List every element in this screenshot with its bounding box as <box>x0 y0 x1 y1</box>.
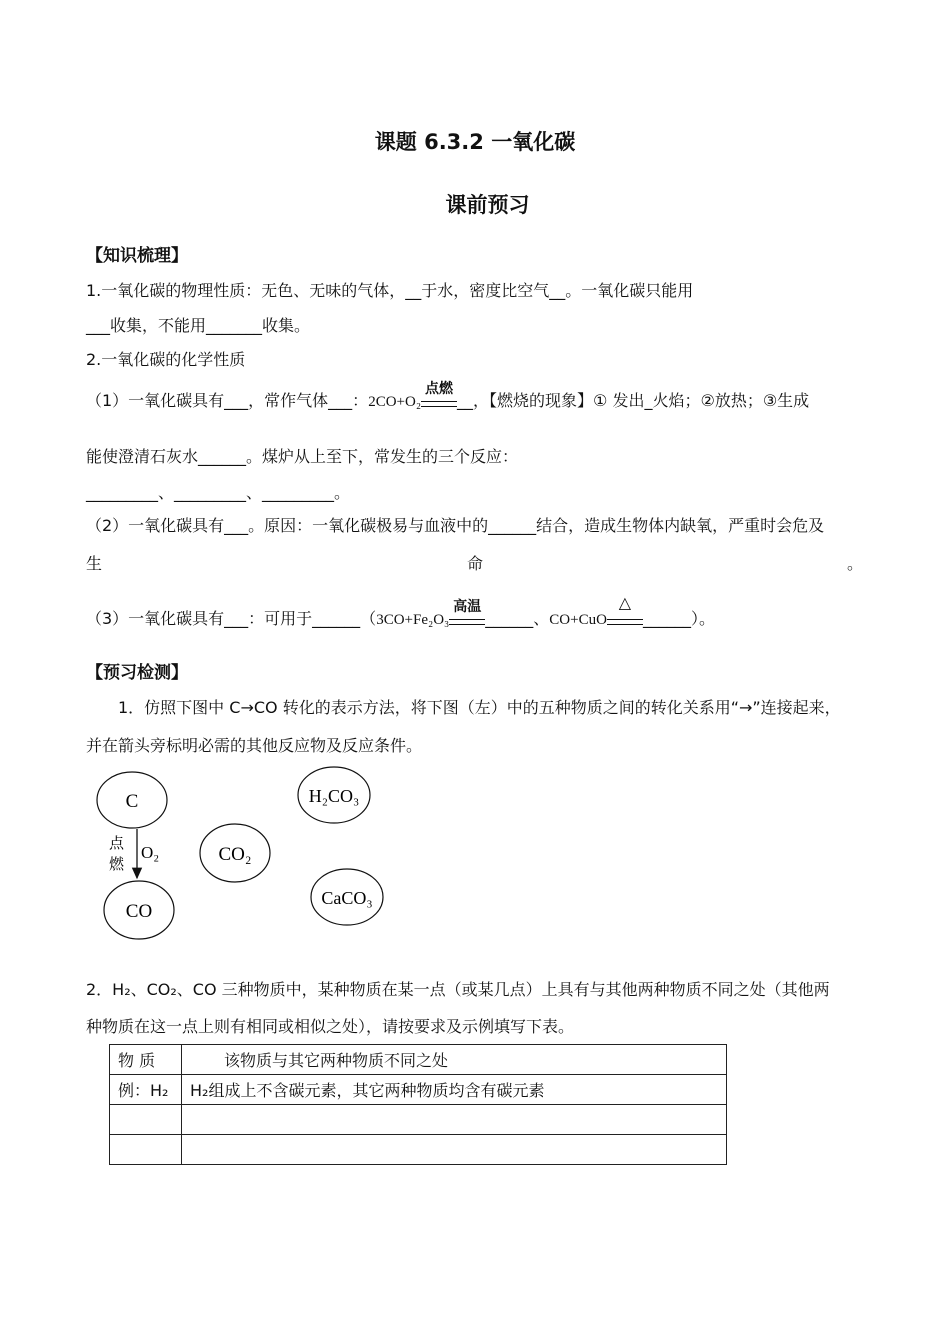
node-caco3-label: CaCO₃ <box>321 888 373 908</box>
arrow-reagent-o2: O₂ <box>141 843 160 862</box>
equation-fe2o3-reduction: 3CO+Fe₂O₃ <box>376 612 450 628</box>
page-title: 课题 6.3.2 一氧化碳 <box>374 130 576 154</box>
node-caco3 <box>311 869 383 925</box>
page-subtitle: 课前预习 <box>445 193 530 217</box>
table-header-difference: 该物质与其它两种物质不同之处 <box>182 1045 727 1075</box>
section-heading-knowledge: 【知识梳理】 <box>86 246 188 266</box>
paragraph-physical-properties: 1.一氧化碳的物理性质：无色、无味的气体，__于水，密度比空气__。一氧化碳只能用 <box>86 281 694 300</box>
paragraph-chemical-properties: 2.一氧化碳的化学性质 <box>86 350 246 369</box>
table-header-substance: 物 质 <box>110 1045 182 1075</box>
equation-co-combustion: 2CO+O₂ <box>368 394 422 410</box>
question-3-text-c: ______）。 <box>642 609 715 628</box>
table-row <box>110 1135 727 1165</box>
node-c-label: C <box>125 791 139 812</box>
condition-high-temp-label: 高温 <box>453 598 482 615</box>
node-co <box>104 881 174 939</box>
question-1-line-2: 能使澄清石灰水______。煤炉从上至下，常发生的三个反应： <box>86 447 519 466</box>
check-question-1-line-2: 并在箭头旁标明必需的其他反应物及反应条件。 <box>86 736 423 755</box>
question-1-text-a: （1）一氧化碳具有___，常作气体___： <box>86 391 369 410</box>
table-row <box>110 1105 727 1135</box>
table-cell-blank[interactable] <box>110 1135 182 1165</box>
check-question-2-line-1: 2．H₂、CO₂、CO 三种物质中，某种物质在某一点（或某几点）上具有与其他两种物质不同之处（其他两 <box>86 980 830 999</box>
table-header-row <box>110 1045 727 1075</box>
question-2-word-1: 生 <box>86 554 103 573</box>
node-co-label: CO <box>125 901 153 922</box>
condition-heat-label: △ <box>618 592 632 612</box>
table-cell-blank[interactable] <box>110 1105 182 1135</box>
arrow-condition-1: 点 <box>109 834 125 852</box>
question-1-line-3: _________、_________、_________。 <box>86 483 351 502</box>
table-cell-blank[interactable] <box>182 1135 727 1165</box>
section-heading-check: 【预习检测】 <box>86 663 188 683</box>
table-cell-blank[interactable] <box>182 1105 727 1135</box>
arrow-condition-2: 燃 <box>109 855 125 873</box>
node-h2co3-label: H₂CO₃ <box>308 786 360 806</box>
question-3-text-a: （3）一氧化碳具有___：可用于______（ <box>86 609 377 628</box>
question-2-line-1: （2）一氧化碳具有___。原因：一氧化碳极易与血液中的______结合，造成生物体内缺氧，严重时会危及 <box>86 516 825 535</box>
table-row <box>110 1075 727 1105</box>
node-co2-label: CO₂ <box>218 844 252 865</box>
check-question-1-line-1: 1．仿照下图中 C→CO 转化的表示方法，将下图（左）中的五种物质之间的转化关系用“→”连接起来， <box>118 698 841 717</box>
question-1-text-b: __，【燃烧的现象】① 发出_火焰；②放热；③生成 <box>457 391 810 410</box>
node-c <box>97 772 167 828</box>
question-2-word-2: 命 <box>467 554 484 573</box>
node-h2co3 <box>298 767 370 823</box>
check-question-2-line-2: 种物质在这一点上则有相同或相似之处），请按要求及示例填写下表。 <box>86 1017 575 1036</box>
table-cell-example-difference: H₂组成上不含碳元素，其它两种物质均含有碳元素 <box>182 1075 727 1105</box>
node-co2 <box>200 824 270 882</box>
equation-cuo-reduction: CO+CuO <box>549 612 607 628</box>
table-cell-example-substance: 例：H₂ <box>110 1075 182 1105</box>
condition-ignite-label: 点燃 <box>425 380 454 397</box>
question-3-text-b: ______、 <box>485 609 550 628</box>
comparison-table <box>109 1044 727 1165</box>
paragraph-physical-properties-cont: ___收集，不能用_______收集。 <box>86 316 311 335</box>
question-2-end: 。 <box>847 554 864 573</box>
